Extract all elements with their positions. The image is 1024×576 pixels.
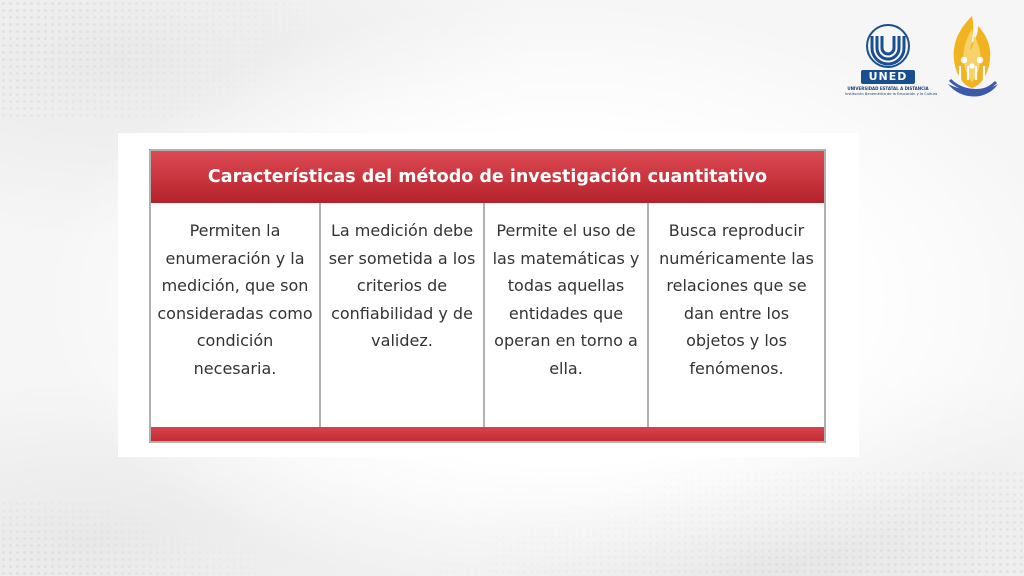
uned-logo [845,24,938,102]
table-header [151,151,824,203]
table-cell-4: Busca reproducir numéricamente las relaciones que se dan entre los objetos y los fenómenos. [647,203,824,427]
characteristics-table [149,149,826,443]
uned-subtitle: UNIVERSIDAD ESTATAL A DISTANCIA [847,86,929,91]
uned-tagline: Institución Benemérita de la Educación y la Cultura [845,92,938,96]
table-footer-bar [151,427,824,441]
table-cell-2: La medición debe ser sometida a los criterios de confiabilidad y de validez. [319,203,483,427]
uned-wordmark: UNED [861,70,915,84]
table-cell-3: Permite el uso de las matemáticas y todas aquellas entidades que operan en torno a ella. [483,203,647,427]
table-cell-1: Permiten la enumeración y la medición, que son consideradas como condición necesaria. [157,221,313,378]
dot-pattern-bottom-right [430,470,1024,576]
table-row [151,203,824,427]
uned-arcs-icon [863,24,913,68]
dot-pattern-top-left [0,0,420,120]
family-flame-hand-icon [944,14,1000,104]
dot-pattern-bottom-left [0,500,260,576]
table-title: Características del método de investigación cuantitativo [207,167,768,187]
